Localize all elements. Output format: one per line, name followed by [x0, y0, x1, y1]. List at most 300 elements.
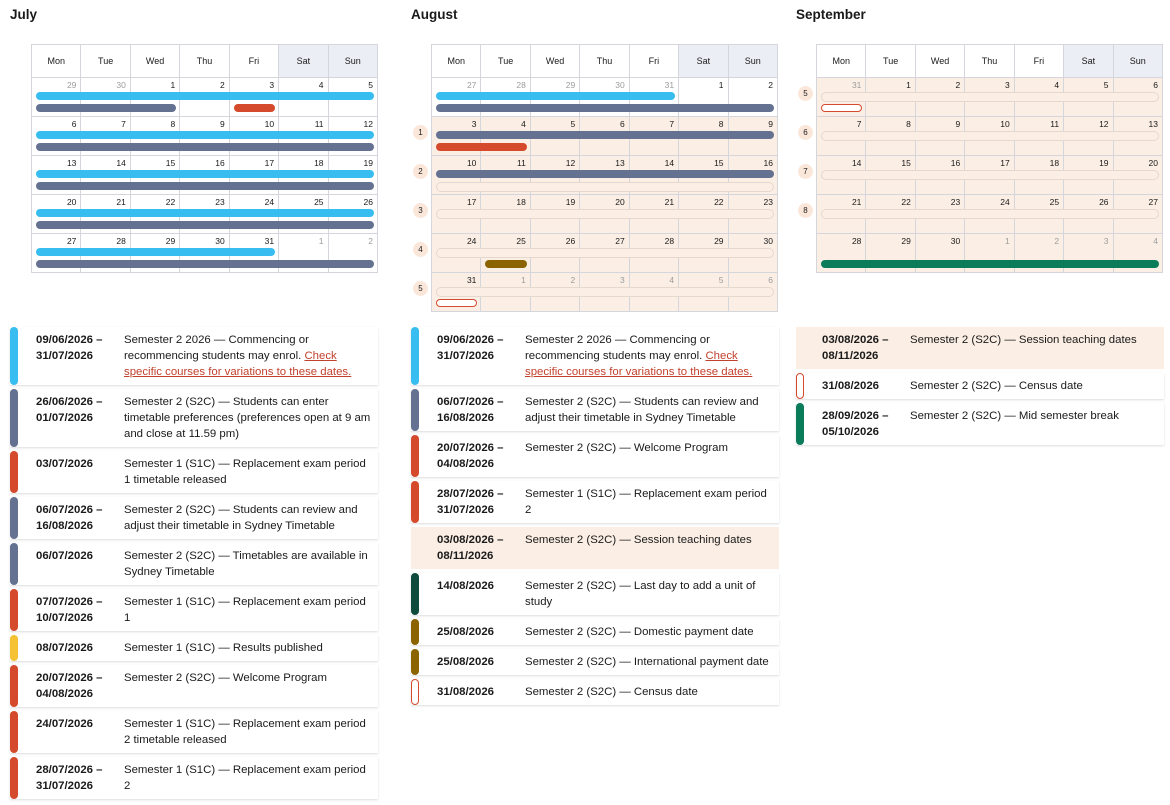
event-description-text: Semester 2 (S2C) — Timetables are available in Sydney Timetable — [124, 550, 368, 578]
day-number: 22 — [714, 197, 724, 207]
day-number: 15 — [714, 158, 724, 168]
day-number: 27 — [466, 80, 477, 90]
week-row — [803, 117, 1163, 156]
event-description — [124, 635, 378, 661]
day-number: 4 — [521, 119, 526, 129]
event-date: 31/08/2026 — [437, 686, 495, 698]
event-description — [525, 527, 779, 569]
week-number-badge: 7 — [798, 164, 813, 179]
event-description-text: Semester 2 (S2C) — Students can review and adjust their timetable in Sydney Timetable — [525, 396, 759, 424]
weekday-header — [817, 45, 1163, 78]
day-number: 16 — [763, 158, 773, 168]
event-item — [10, 711, 378, 753]
event-item — [10, 327, 378, 385]
day-number: 6 — [1153, 80, 1158, 90]
event-description — [525, 327, 779, 385]
session-event-bar[interactable] — [436, 182, 774, 192]
calendar-grid — [31, 44, 378, 273]
event-color-bar — [10, 711, 18, 753]
day-number: 4 — [669, 275, 675, 285]
session-event-bar[interactable] — [821, 131, 1159, 141]
day-number: 3 — [471, 119, 477, 129]
day-number: 16 — [950, 158, 961, 168]
event-item — [796, 373, 1164, 399]
event-date: 24/07/2026 — [36, 718, 94, 730]
timetable-event-bar[interactable] — [36, 104, 176, 112]
exam-event-bar[interactable] — [234, 104, 275, 112]
day-number: 15 — [165, 158, 176, 168]
day-number: 21 — [664, 197, 675, 207]
enrol-event-bar[interactable] — [36, 209, 374, 217]
event-description-text: Semester 2 (S2C) — Session teaching dates — [910, 334, 1137, 346]
week-row — [32, 234, 378, 273]
event-description — [124, 665, 378, 707]
event-item — [411, 327, 779, 385]
event-date: 28/09/2026 – 05/10/2026 — [822, 410, 889, 438]
event-item — [10, 635, 378, 661]
week-row — [817, 234, 1163, 273]
event-description — [910, 403, 1164, 445]
event-description — [124, 711, 378, 753]
event-item — [411, 619, 779, 645]
event-date: 06/07/2026 – 16/08/2026 — [437, 396, 504, 424]
calendar-grid — [803, 44, 1163, 273]
event-color-bar — [411, 327, 419, 385]
day-number: 1 — [318, 236, 324, 246]
course-variations-link[interactable]: Check specific courses for variations to these dates. — [124, 350, 352, 378]
day-number: 28 — [851, 236, 862, 246]
event-description-text: Semester 2 (S2C) — Last day to add a unit of study — [525, 580, 756, 608]
day-number: 12 — [565, 158, 576, 168]
day-number: 19 — [1099, 158, 1109, 168]
weekday-label: Sat — [1064, 45, 1113, 78]
event-date: 25/08/2026 — [437, 656, 495, 668]
event-color-bar — [10, 543, 18, 585]
weekday-label: Thu — [965, 45, 1014, 78]
event-date: 20/07/2026 – 04/08/2026 — [36, 672, 103, 700]
day-number: 28 — [664, 236, 675, 246]
event-date: 06/07/2026 — [36, 550, 94, 562]
day-number: 8 — [718, 119, 724, 129]
day-number: 11 — [314, 119, 324, 129]
event-date: 28/07/2026 – 31/07/2026 — [437, 488, 504, 516]
event-description-text: Semester 2 2026 — Commencing or recommencing students may enrol. — [124, 334, 309, 362]
day-number: 26 — [565, 236, 576, 246]
day-number: 8 — [906, 119, 911, 129]
day-number: 29 — [714, 236, 724, 246]
month-title: August — [411, 7, 458, 22]
week-row — [803, 156, 1163, 195]
day-number: 3 — [1004, 80, 1010, 90]
day-number: 7 — [856, 119, 862, 129]
weekday-label: Tue — [481, 45, 530, 78]
day-number: 23 — [215, 197, 225, 207]
week-number-badge: 2 — [413, 164, 428, 179]
event-color-bar — [411, 573, 419, 615]
event-item — [10, 665, 378, 707]
day-number: 13 — [66, 158, 77, 168]
event-description — [124, 589, 378, 631]
weekday-label: Wed — [916, 45, 965, 78]
day-number: 7 — [669, 119, 675, 129]
weekday-label: Wed — [531, 45, 580, 78]
day-number: 26 — [363, 197, 373, 207]
day-number: 30 — [615, 80, 625, 90]
day-number: 24 — [466, 236, 477, 246]
session-event-bar[interactable] — [821, 170, 1159, 180]
weekday-label: Sat — [679, 45, 728, 78]
day-number: 17 — [1000, 158, 1010, 168]
weekday-header — [432, 45, 778, 78]
session-event-bar[interactable] — [436, 248, 774, 258]
weekday-label: Thu — [580, 45, 629, 78]
event-color-bar — [796, 373, 804, 399]
day-number: 20 — [66, 197, 77, 207]
day-number: 1 — [718, 80, 724, 90]
enrol-event-bar[interactable] — [36, 92, 374, 100]
week-row — [803, 78, 1163, 117]
event-color-bar — [10, 451, 18, 493]
event-color-bar — [10, 665, 18, 707]
event-color-bar — [10, 635, 18, 661]
day-number: 23 — [950, 197, 961, 207]
event-item — [10, 389, 378, 447]
event-color-bar — [411, 389, 419, 431]
day-number: 5 — [368, 80, 373, 90]
event-item — [10, 543, 378, 585]
day-number: 18 — [314, 158, 324, 168]
day-number: 2 — [768, 80, 773, 90]
enrol-event-bar[interactable] — [36, 170, 374, 178]
day-number: 1 — [170, 80, 176, 90]
day-number: 29 — [565, 80, 576, 90]
timetable-event-bar[interactable] — [36, 221, 374, 229]
event-list — [796, 327, 1164, 449]
week-row — [32, 156, 378, 195]
day-number: 14 — [116, 158, 126, 168]
day-number: 25 — [1049, 197, 1060, 207]
week-row — [803, 195, 1163, 234]
event-date: 28/07/2026 – 31/07/2026 — [36, 764, 103, 792]
event-color-bar — [411, 679, 419, 705]
month-title: September — [796, 7, 866, 22]
event-description-text: Semester 2 (S2C) — Welcome Program — [525, 442, 728, 454]
timetable-event-bar[interactable] — [36, 260, 374, 268]
event-description — [910, 327, 1164, 369]
day-number: 15 — [901, 158, 911, 168]
event-date: 03/07/2026 — [36, 458, 94, 470]
event-item — [10, 589, 378, 631]
weekday-label: Sun — [329, 45, 378, 78]
day-number: 31 — [466, 275, 477, 285]
day-number: 2 — [219, 80, 225, 90]
event-color-bar — [411, 435, 419, 477]
timetable-event-bar[interactable] — [36, 182, 374, 190]
day-number: 14 — [664, 158, 675, 168]
day-number: 6 — [768, 275, 773, 285]
event-item — [796, 327, 1164, 369]
session-event-bar[interactable] — [436, 209, 774, 219]
day-number: 2 — [1054, 236, 1060, 246]
day-number: 11 — [517, 158, 526, 168]
week-row — [418, 273, 778, 312]
event-color-bar — [411, 619, 419, 645]
event-item — [796, 403, 1164, 445]
session-event-bar[interactable] — [821, 209, 1159, 219]
event-item — [411, 527, 779, 569]
day-number: 17 — [466, 197, 477, 207]
day-number: 5 — [718, 275, 724, 285]
day-number: 9 — [219, 119, 225, 129]
event-description-text: Semester 2 (S2C) — Students can enter timetable preferences (preferences open at 9 am and close at 11.59 pm) — [124, 396, 371, 440]
day-number: 30 — [763, 236, 773, 246]
day-number: 30 — [950, 236, 961, 246]
day-number: 28 — [516, 80, 526, 90]
event-description-text: Semester 2 (S2C) — International payment date — [525, 656, 769, 668]
day-number: 25 — [516, 236, 526, 246]
calendar-grid — [418, 44, 778, 312]
day-number: 21 — [851, 197, 862, 207]
timetable-event-bar[interactable] — [36, 143, 374, 151]
day-number: 1 — [906, 80, 911, 90]
course-variations-link[interactable]: Check specific courses for variations to these dates. — [525, 350, 753, 378]
event-description — [124, 389, 378, 447]
day-number: 19 — [565, 197, 576, 207]
week-number-badge: 5 — [798, 86, 813, 101]
day-number: 9 — [955, 119, 961, 129]
weekday-label: Mon — [32, 45, 81, 78]
day-number: 27 — [66, 236, 77, 246]
week-number-badge: 4 — [413, 242, 428, 257]
day-number: 12 — [1099, 119, 1109, 129]
day-number: 9 — [768, 119, 773, 129]
event-item — [411, 573, 779, 615]
day-number: 24 — [264, 197, 275, 207]
weekday-label: Fri — [630, 45, 679, 78]
event-date: 31/08/2026 — [822, 380, 880, 392]
week-number-badge: 5 — [413, 281, 428, 296]
weekday-label: Tue — [866, 45, 915, 78]
day-number: 4 — [1153, 236, 1158, 246]
event-item — [411, 481, 779, 523]
exam-event-bar[interactable] — [436, 143, 527, 151]
day-number: 13 — [615, 158, 625, 168]
day-number: 13 — [1148, 119, 1158, 129]
week-row — [32, 117, 378, 156]
day-number: 10 — [264, 119, 275, 129]
event-color-bar — [10, 389, 18, 447]
event-item — [411, 435, 779, 477]
event-date: 03/08/2026 – 08/11/2026 — [437, 534, 504, 562]
week-row — [32, 78, 378, 117]
event-color-bar — [796, 403, 804, 445]
day-number: 8 — [170, 119, 176, 129]
event-date: 08/07/2026 — [36, 642, 94, 654]
session-event-bar[interactable] — [436, 287, 774, 297]
session-event-bar[interactable] — [821, 92, 1159, 102]
census-event-bar[interactable] — [436, 299, 477, 307]
day-number: 6 — [71, 119, 77, 129]
event-item — [10, 497, 378, 539]
event-description-text: Semester 2 (S2C) — Domestic payment date — [525, 626, 754, 638]
event-item — [10, 451, 378, 493]
timetable-event-bar[interactable] — [436, 131, 774, 139]
event-description — [124, 497, 378, 539]
enrol-event-bar[interactable] — [436, 92, 675, 100]
event-color-bar — [10, 589, 18, 631]
day-number: 3 — [269, 80, 275, 90]
event-description — [124, 327, 378, 385]
day-number: 6 — [619, 119, 625, 129]
day-number: 30 — [215, 236, 225, 246]
day-number: 21 — [116, 197, 126, 207]
event-item — [411, 679, 779, 705]
day-number: 22 — [165, 197, 176, 207]
week-row — [418, 234, 778, 273]
day-number: 31 — [851, 80, 862, 90]
day-number: 2 — [368, 236, 373, 246]
weekday-label: Thu — [180, 45, 229, 78]
day-number: 18 — [1049, 158, 1060, 168]
enrol-event-bar[interactable] — [36, 248, 275, 256]
day-number: 7 — [121, 119, 126, 129]
week-row — [418, 156, 778, 195]
week-row — [432, 78, 778, 117]
week-number-badge: 8 — [798, 203, 813, 218]
event-description-text: Semester 1 (S1C) — Replacement exam period 1 timetable released — [124, 458, 366, 486]
event-description-text: Semester 1 (S1C) — Replacement exam period 2 — [525, 488, 767, 516]
week-row — [32, 195, 378, 234]
event-list — [411, 327, 779, 709]
weekday-header — [32, 45, 378, 78]
day-number: 27 — [615, 236, 625, 246]
day-number: 4 — [1054, 80, 1060, 90]
event-color-bar — [10, 497, 18, 539]
day-number: 14 — [851, 158, 862, 168]
day-number: 5 — [1103, 80, 1109, 90]
event-date: 09/06/2026 – 31/07/2026 — [437, 334, 504, 362]
event-description-text: Semester 2 (S2C) — Census date — [525, 686, 698, 698]
event-date: 14/08/2026 — [437, 580, 495, 592]
event-description — [910, 373, 1164, 399]
event-description — [124, 543, 378, 585]
day-number: 28 — [116, 236, 126, 246]
week-number-badge: 1 — [413, 125, 428, 140]
day-number: 24 — [1000, 197, 1010, 207]
event-item — [411, 649, 779, 675]
day-number: 23 — [763, 197, 773, 207]
event-date: 06/07/2026 – 16/08/2026 — [36, 504, 103, 532]
event-description-text: Semester 1 (S1C) — Replacement exam period 2 — [124, 764, 366, 792]
day-number: 25 — [314, 197, 324, 207]
timetable-event-bar[interactable] — [436, 104, 774, 112]
event-description-text: Semester 2 (S2C) — Students can review and adjust their timetable in Sydney Timetable — [124, 504, 358, 532]
event-description-text: Semester 1 (S1C) — Results published — [124, 642, 323, 654]
event-description — [525, 649, 779, 675]
weekday-label: Mon — [817, 45, 866, 78]
event-description — [124, 451, 378, 493]
event-date: 07/07/2026 – 10/07/2026 — [36, 596, 103, 624]
day-number: 30 — [116, 80, 126, 90]
event-description — [525, 435, 779, 477]
day-number: 26 — [1099, 197, 1109, 207]
event-date: 26/06/2026 – 01/07/2026 — [36, 396, 103, 424]
day-number: 18 — [516, 197, 526, 207]
event-date: 09/06/2026 – 31/07/2026 — [36, 334, 103, 362]
enrol-event-bar[interactable] — [36, 131, 374, 139]
day-number: 3 — [1103, 236, 1109, 246]
week-row — [418, 195, 778, 234]
event-description-text: Semester 2 (S2C) — Census date — [910, 380, 1083, 392]
event-color-bar — [411, 649, 419, 675]
census-event-bar[interactable] — [821, 104, 862, 112]
event-color-bar — [10, 757, 18, 799]
weekday-label: Fri — [1015, 45, 1064, 78]
event-description-text: Semester 2 (S2C) — Session teaching dates — [525, 534, 752, 546]
event-date: 25/08/2026 — [437, 626, 495, 638]
day-number: 2 — [955, 80, 961, 90]
day-number: 2 — [570, 275, 576, 285]
weekday-label: Mon — [432, 45, 481, 78]
event-color-bar — [411, 481, 419, 523]
weekday-label: Tue — [81, 45, 130, 78]
event-description-text: Semester 1 (S1C) — Replacement exam period 1 — [124, 596, 366, 624]
event-item — [411, 389, 779, 431]
event-item — [10, 757, 378, 799]
event-description — [525, 573, 779, 615]
week-number-badge: 6 — [798, 125, 813, 140]
week-number-badge: 3 — [413, 203, 428, 218]
day-number: 10 — [1000, 119, 1010, 129]
day-number: 27 — [1148, 197, 1158, 207]
weekday-label: Wed — [131, 45, 180, 78]
day-number: 10 — [466, 158, 477, 168]
event-list — [10, 327, 378, 803]
day-number: 20 — [615, 197, 625, 207]
day-number: 29 — [165, 236, 176, 246]
day-number: 3 — [619, 275, 625, 285]
event-date: 20/07/2026 – 04/08/2026 — [437, 442, 504, 470]
day-number: 1 — [521, 275, 526, 285]
day-number: 19 — [363, 158, 373, 168]
month-title: July — [10, 7, 38, 22]
day-number: 1 — [1004, 236, 1010, 246]
day-number: 11 — [1050, 119, 1060, 129]
event-color-bar — [10, 327, 18, 385]
day-number: 16 — [215, 158, 225, 168]
event-description-text: Semester 2 (S2C) — Mid semester break — [910, 410, 1119, 422]
event-date: 03/08/2026 – 08/11/2026 — [822, 334, 889, 362]
event-description — [525, 679, 779, 705]
day-number: 29 — [901, 236, 911, 246]
event-description-text: Semester 2 2026 — Commencing or recommencing students may enrol. — [525, 334, 710, 362]
event-description-text: Semester 2 (S2C) — Welcome Program — [124, 672, 327, 684]
timetable-event-bar[interactable] — [436, 170, 774, 178]
event-description — [525, 481, 779, 523]
payment-event-bar[interactable] — [485, 260, 526, 268]
event-description-text: Semester 1 (S1C) — Replacement exam period 2 timetable released — [124, 718, 366, 746]
break-event-bar[interactable] — [821, 260, 1159, 268]
day-number: 22 — [901, 197, 911, 207]
weekday-label: Sat — [279, 45, 328, 78]
weekday-label: Sun — [1114, 45, 1163, 78]
day-number: 29 — [66, 80, 77, 90]
day-number: 17 — [264, 158, 275, 168]
day-number: 31 — [264, 236, 275, 246]
week-row — [418, 117, 778, 156]
day-number: 12 — [363, 119, 373, 129]
day-number: 20 — [1148, 158, 1158, 168]
